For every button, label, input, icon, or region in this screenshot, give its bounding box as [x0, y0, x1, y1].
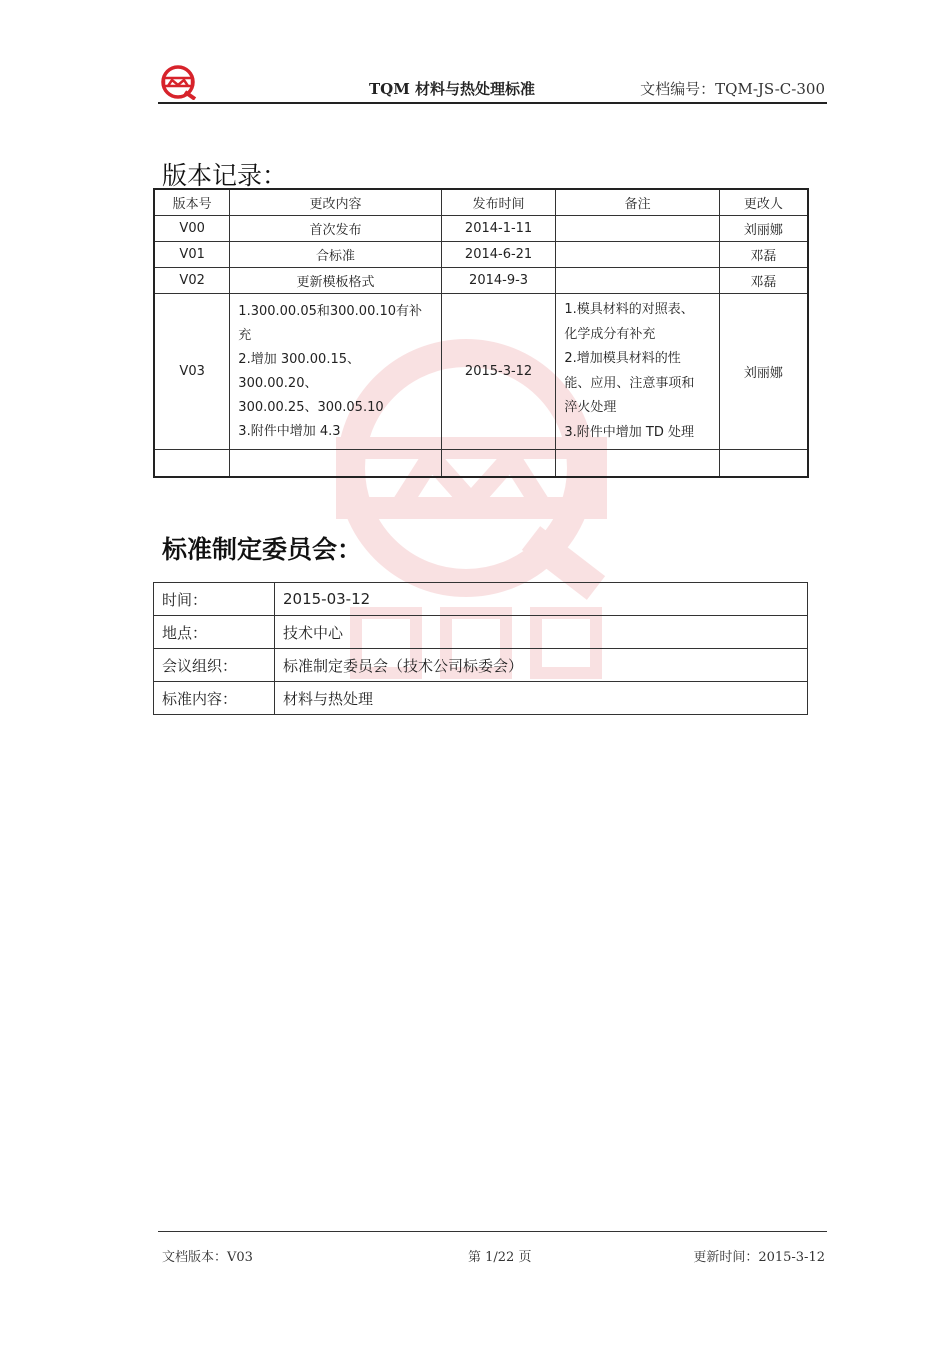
person-cell: 刘丽娜 [719, 216, 808, 242]
version-cell: V01 [154, 242, 230, 268]
change-line: 充 [238, 327, 252, 343]
version-cell: V02 [154, 268, 230, 294]
version-cell: V03 [154, 294, 230, 450]
note-line: 3.附件中增加 TD 处理 [564, 424, 695, 440]
table-row [154, 268, 808, 294]
change-cell: 更新模板格式 [230, 268, 441, 294]
field-value: 标准制定委员会（技术公司标委会） [275, 649, 808, 682]
table-row [154, 294, 808, 450]
empty-cell [441, 450, 556, 478]
empty-cell [719, 450, 808, 478]
field-label: 地点： [154, 616, 275, 649]
version-cell: V00 [154, 216, 230, 242]
version-record-title: 版本记录： [162, 161, 288, 190]
note-line: 化学成分有补充 [564, 326, 656, 342]
table-row [154, 649, 808, 682]
note-line: 淬火处理 [564, 400, 617, 415]
table-row [154, 682, 808, 715]
note-cell [556, 294, 719, 450]
table-row [154, 583, 808, 616]
page-footer [158, 1231, 827, 1265]
change-line: 300.00.25、300.05.10 [238, 399, 384, 415]
empty-table-row [154, 450, 808, 478]
field-value: 材料与热处理 [275, 682, 808, 715]
header-title: TQM 材料与热处理标准 [369, 80, 536, 98]
column-header: 备注 [556, 189, 719, 216]
column-header: 发布时间 [441, 189, 556, 216]
version-record-table [153, 188, 809, 478]
change-line: 1.300.00.05和300.00.10有补 [238, 303, 423, 319]
footer-updated: 更新时间：2015-3-12 [693, 1250, 825, 1265]
date-cell: 2015-3-12 [441, 294, 556, 450]
footer-page-number: 第 1/22 页 [468, 1250, 532, 1265]
date-cell: 2014-6-21 [441, 242, 556, 268]
note-line: 2.增加模具材料的性 [564, 351, 681, 366]
date-cell: 2014-9-3 [441, 268, 556, 294]
company-logo-icon [158, 64, 198, 100]
change-line: 3.附件中增加 4.3 [238, 423, 341, 439]
change-line: 2.增加 300.00.15、300.00.20、 [238, 351, 360, 391]
person-cell: 刘丽娜 [719, 294, 808, 450]
change-cell: 合标准 [230, 242, 441, 268]
note-cell [556, 242, 719, 268]
field-label: 会议组织： [154, 649, 275, 682]
table-header-row [154, 189, 808, 216]
change-cell [230, 294, 441, 450]
field-label: 标准内容： [154, 682, 275, 715]
empty-cell [230, 450, 441, 478]
table-row [154, 242, 808, 268]
date-cell: 2014-1-11 [441, 216, 556, 242]
note-line: 1.模具材料的对照表、 [564, 302, 694, 317]
committee-table [153, 582, 808, 715]
field-label: 时间： [154, 583, 275, 616]
footer-doc-version: 文档版本：V03 [162, 1250, 253, 1265]
note-cell [556, 268, 719, 294]
note-line: 能、应用、注意事项和 [564, 375, 695, 391]
column-header: 更改人 [719, 189, 808, 216]
page-header [158, 64, 827, 104]
committee-title: 标准制定委员会： [162, 535, 363, 564]
person-cell: 邓磊 [719, 268, 808, 294]
field-value: 技术中心 [275, 616, 808, 649]
table-row [154, 216, 808, 242]
field-value: 2015-03-12 [275, 583, 808, 616]
empty-cell [154, 450, 230, 478]
column-header: 更改内容 [230, 189, 441, 216]
change-cell: 首次发布 [230, 216, 441, 242]
column-header: 版本号 [154, 189, 230, 216]
empty-cell [556, 450, 719, 478]
note-cell [556, 216, 719, 242]
header-doc-code: 文档编号：TQM-JS-C-300 [640, 80, 825, 98]
person-cell: 邓磊 [719, 242, 808, 268]
table-row [154, 616, 808, 649]
